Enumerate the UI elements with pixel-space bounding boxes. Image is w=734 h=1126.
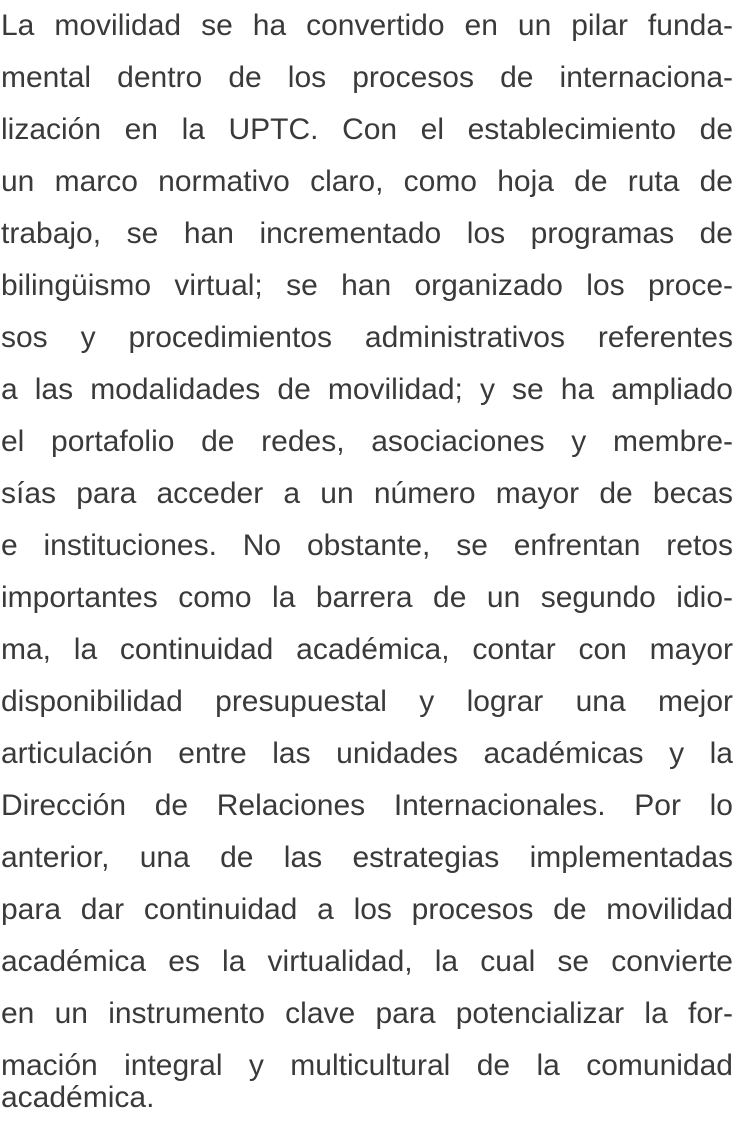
paragraph-line: en un instrumento clave para potencializar la for- [1,997,733,1030]
paragraph-line: académica es la virtualidad, la cual se convierte [1,945,733,978]
paragraph-line: ma, la continuidad académica, contar con mayor [1,633,733,666]
paragraph-line: sías para acceder a un número mayor de becas [1,477,733,510]
paragraph-line: lización en la UPTC. Con el establecimiento de [1,113,733,146]
paragraph-line: a las modalidades de movilidad; y se ha ampliado [1,373,733,406]
paragraph-line: articulación entre las unidades académicas y la [1,737,733,770]
paragraph-line: e instituciones. No obstante, se enfrentan retos [1,529,733,562]
paragraph-line: anterior, una de las estrategias implementadas [1,841,733,874]
paragraph-line: trabajo, se han incrementado los programas de [1,217,733,250]
paragraph-line: el portafolio de redes, asociaciones y membre- [1,425,733,458]
paragraph-line: Dirección de Relaciones Internacionales. Por lo [1,789,733,822]
paragraph-line: bilingüismo virtual; se han organizado los proce- [1,269,733,302]
paragraph-line: La movilidad se ha convertido en un pilar funda- [1,9,733,42]
paragraph-line: mental dentro de los procesos de internaciona- [1,61,733,94]
paragraph-line: disponibilidad presupuestal y lograr una mejor [1,685,733,718]
paragraph-line: un marco normativo claro, como hoja de ruta de [1,165,733,198]
paragraph-line: mación integral y multicultural de la comunidad [1,1049,733,1082]
paragraph-line: para dar continuidad a los procesos de movilidad [1,893,733,926]
paragraph-last-line: académica. [1,1081,155,1114]
paragraph-line: sos y procedimientos administrativos referentes [1,321,733,354]
paragraph-line: importantes como la barrera de un segundo idio- [1,581,733,614]
